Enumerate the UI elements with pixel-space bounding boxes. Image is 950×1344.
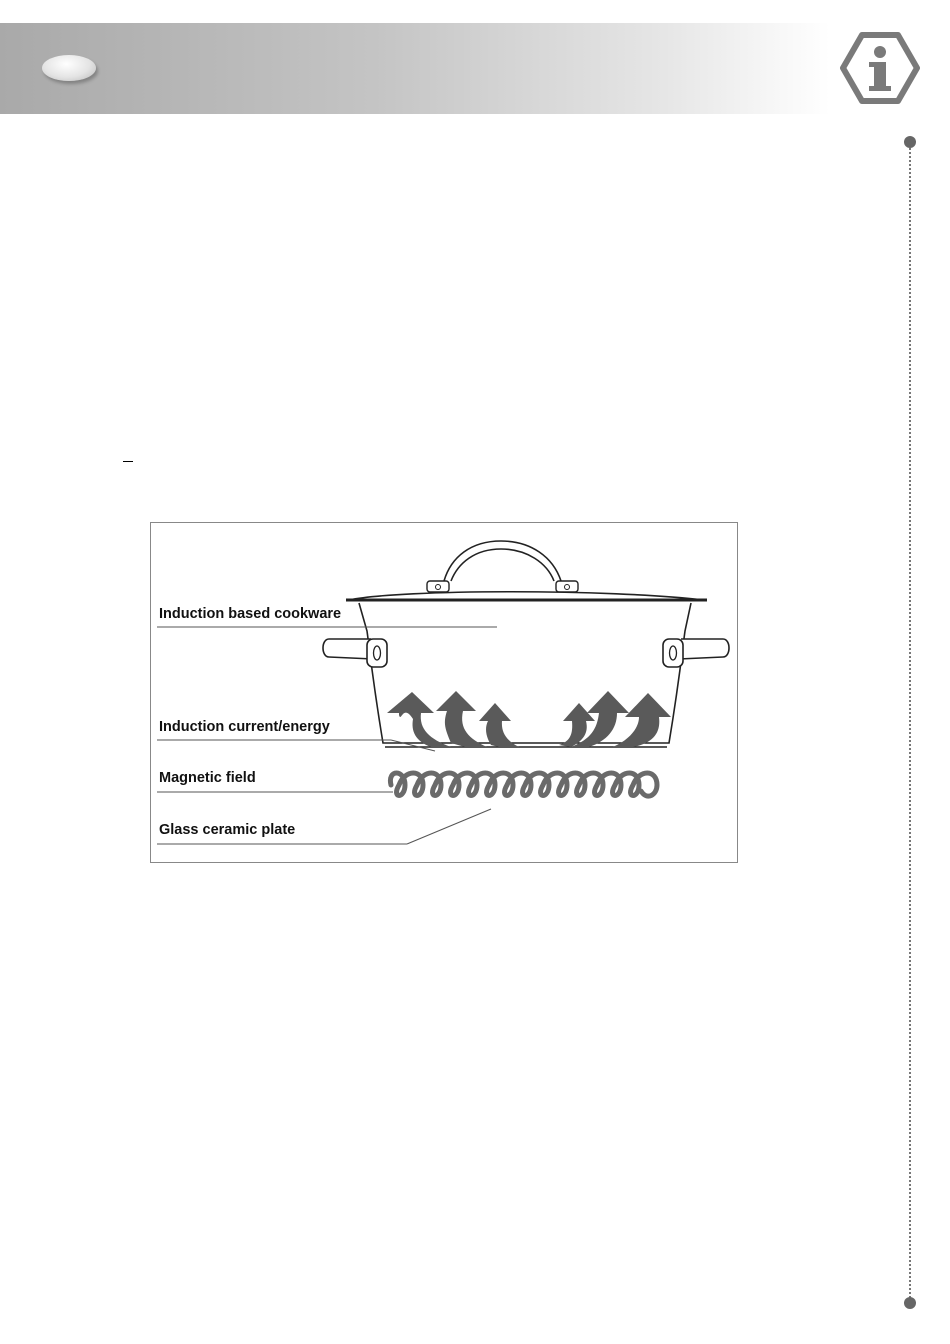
rail-dot-bottom [904,1297,916,1309]
induction-diagram [150,522,738,863]
dash-mark [123,461,133,462]
label-magnetic-field: Magnetic field [159,770,256,786]
label-cookware: Induction based cookware [159,606,342,622]
label-induction-current: Induction current/energy [159,719,330,735]
rail-dot-top [904,136,916,148]
label-glass-plate: Glass ceramic plate [159,822,296,838]
header-band [0,23,830,114]
page-number-oval [42,55,96,81]
margin-dotted-rail [909,148,911,1298]
info-octagon-icon [838,30,922,106]
induction-illustration [151,523,739,864]
